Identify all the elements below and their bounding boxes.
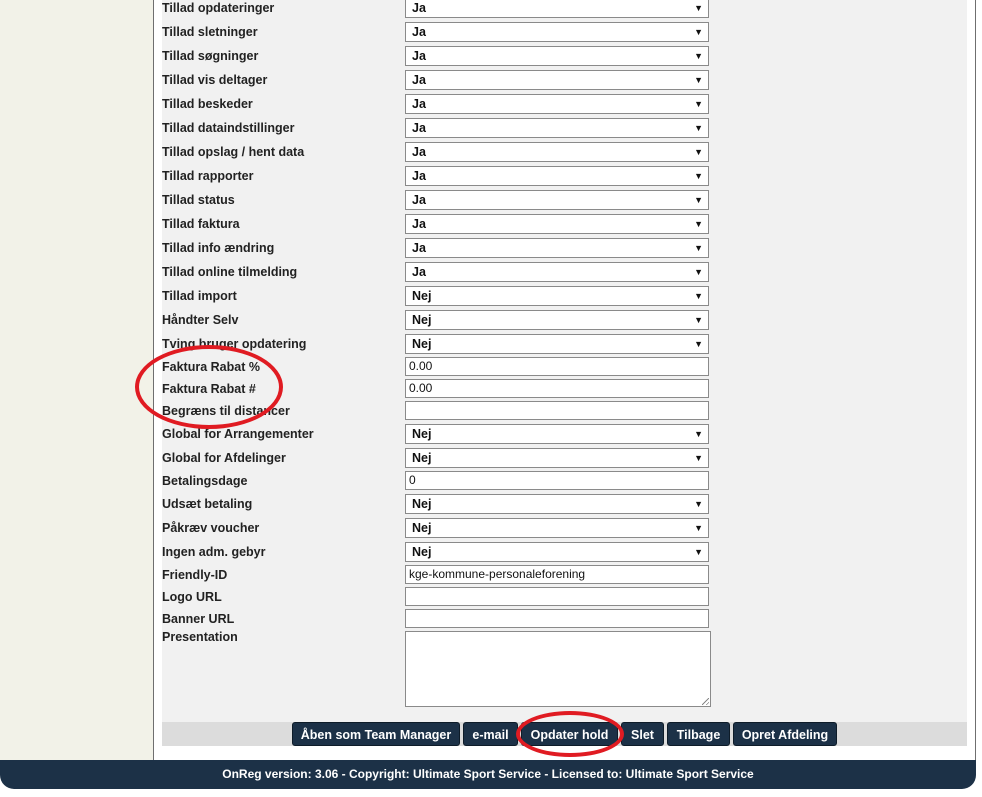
select-field[interactable] <box>405 542 709 562</box>
select-field[interactable] <box>405 310 709 330</box>
select-field[interactable] <box>405 70 709 90</box>
dropdown-arrow-icon: ▼ <box>694 99 703 109</box>
select-value: Ja <box>412 1 426 15</box>
field-label: Tillad opslag / hent data <box>162 145 305 159</box>
select-value: Ja <box>412 193 426 207</box>
text-field[interactable] <box>405 379 709 398</box>
dropdown-arrow-icon: ▼ <box>694 27 703 37</box>
field-label: Tillad status <box>162 193 235 207</box>
field-label: Tillad opdateringer <box>162 1 275 15</box>
form-row <box>162 21 722 43</box>
dropdown-arrow-icon: ▼ <box>694 51 703 61</box>
select-field[interactable] <box>405 238 709 258</box>
create-department-button[interactable]: Opret Afdeling <box>733 722 837 746</box>
delete-button[interactable]: Slet <box>621 722 664 746</box>
form-row <box>162 309 722 331</box>
annotation-circle-update <box>516 711 624 757</box>
text-value: 0 <box>409 473 416 487</box>
footer <box>0 760 976 789</box>
form-row <box>162 586 722 608</box>
dropdown-arrow-icon: ▼ <box>694 195 703 205</box>
select-field[interactable] <box>405 262 709 282</box>
field-label: Påkræv voucher <box>162 521 260 535</box>
select-value: Ja <box>412 265 426 279</box>
field-label: Presentation <box>162 630 238 644</box>
text-value: kge-kommune-personaleforening <box>409 567 586 581</box>
dropdown-arrow-icon: ▼ <box>694 147 703 157</box>
dropdown-arrow-icon: ▼ <box>694 523 703 533</box>
field-label: Global for Arrangementer <box>162 427 314 441</box>
text-field[interactable] <box>405 401 709 420</box>
select-value: Nej <box>412 545 432 559</box>
form-row <box>162 261 722 283</box>
select-field[interactable] <box>405 22 709 42</box>
text-field[interactable] <box>405 565 709 584</box>
update-team-button[interactable]: Opdater hold <box>521 722 618 746</box>
form-row <box>162 470 722 492</box>
form-row <box>162 93 722 115</box>
text-value: 0.00 <box>409 381 433 395</box>
form-row <box>162 69 722 91</box>
field-label: Tving bruger opdatering <box>162 337 307 351</box>
field-label: Tillad vis deltager <box>162 73 268 87</box>
text-field[interactable] <box>405 471 709 490</box>
select-field[interactable] <box>405 142 709 162</box>
text-field[interactable] <box>405 609 709 628</box>
select-value: Nej <box>412 451 432 465</box>
select-value: Nej <box>412 337 432 351</box>
select-value: Ja <box>412 49 426 63</box>
field-label: Udsæt betaling <box>162 497 253 511</box>
field-label: Betalingsdage <box>162 474 248 488</box>
select-value: Ja <box>412 145 426 159</box>
field-label: Faktura Rabat % <box>162 360 260 374</box>
form-row <box>162 189 722 211</box>
dropdown-arrow-icon: ▼ <box>694 219 703 229</box>
select-field[interactable] <box>405 46 709 66</box>
dropdown-arrow-icon: ▼ <box>694 171 703 181</box>
dropdown-arrow-icon: ▼ <box>694 547 703 557</box>
form-row <box>162 608 722 630</box>
field-label: Tillad faktura <box>162 217 240 231</box>
select-field[interactable] <box>405 448 709 468</box>
field-label: Tillad online tilmelding <box>162 265 298 279</box>
select-field[interactable] <box>405 118 709 138</box>
field-label: Logo URL <box>162 590 222 604</box>
dropdown-arrow-icon: ▼ <box>694 499 703 509</box>
select-value: Ja <box>412 25 426 39</box>
form-row <box>162 45 722 67</box>
select-field[interactable] <box>405 0 709 18</box>
select-value: Nej <box>412 497 432 511</box>
select-value: Ja <box>412 73 426 87</box>
form-row <box>162 564 722 586</box>
form-row <box>162 117 722 139</box>
field-label: Tillad sletninger <box>162 25 258 39</box>
select-value: Nej <box>412 521 432 535</box>
email-button[interactable]: e-mail <box>463 722 518 746</box>
dropdown-arrow-icon: ▼ <box>694 243 703 253</box>
select-value: Ja <box>412 121 426 135</box>
text-field[interactable] <box>405 587 709 606</box>
select-field[interactable] <box>405 214 709 234</box>
footer-text: OnReg version: 3.06 - Copyright: Ultimate Sport Service - Licensed to: Ultimate Sport Service <box>222 767 754 781</box>
field-label: Tillad dataindstillinger <box>162 121 295 135</box>
select-value: Ja <box>412 241 426 255</box>
select-value: Ja <box>412 97 426 111</box>
form-row <box>162 285 722 307</box>
dropdown-arrow-icon: ▼ <box>694 453 703 463</box>
left-sidebar <box>0 0 154 760</box>
open-as-team-manager-button[interactable]: Åben som Team Manager <box>292 722 460 746</box>
select-field[interactable] <box>405 424 709 444</box>
field-label: Tillad info ændring <box>162 241 275 255</box>
text-value: 0.00 <box>409 359 433 373</box>
form-row <box>162 423 722 445</box>
field-label: Tillad rapporter <box>162 169 254 183</box>
select-value: Nej <box>412 313 432 327</box>
presentation-textarea[interactable] <box>405 631 711 707</box>
form-row <box>162 213 722 235</box>
select-field[interactable] <box>405 286 709 306</box>
text-field[interactable] <box>405 357 709 376</box>
select-field[interactable] <box>405 166 709 186</box>
select-field[interactable] <box>405 190 709 210</box>
form-row <box>162 0 722 19</box>
field-label: Tillad beskeder <box>162 97 253 111</box>
field-label: Tillad søgninger <box>162 49 259 63</box>
select-field[interactable] <box>405 494 709 514</box>
form-row <box>162 493 722 515</box>
form-row <box>162 517 722 539</box>
form-row <box>162 447 722 469</box>
resize-grip-icon[interactable] <box>702 698 709 705</box>
select-field[interactable] <box>405 334 709 354</box>
dropdown-arrow-icon: ▼ <box>694 267 703 277</box>
field-label: Faktura Rabat # <box>162 382 256 396</box>
select-value: Nej <box>412 289 432 303</box>
form-row <box>162 141 722 163</box>
select-field[interactable] <box>405 518 709 538</box>
dropdown-arrow-icon: ▼ <box>694 315 703 325</box>
form-row <box>162 237 722 259</box>
field-label: Begræns til distancer <box>162 404 290 418</box>
annotation-circle-discount <box>135 345 283 429</box>
dropdown-arrow-icon: ▼ <box>694 291 703 301</box>
field-label: Håndter Selv <box>162 313 239 327</box>
field-label: Global for Afdelinger <box>162 451 286 465</box>
dropdown-arrow-icon: ▼ <box>694 429 703 439</box>
form-row <box>162 165 722 187</box>
dropdown-arrow-icon: ▼ <box>694 339 703 349</box>
select-field[interactable] <box>405 94 709 114</box>
select-value: Ja <box>412 169 426 183</box>
back-button[interactable]: Tilbage <box>667 722 730 746</box>
select-value: Nej <box>412 427 432 441</box>
form-row <box>162 541 722 563</box>
dropdown-arrow-icon: ▼ <box>694 3 703 13</box>
field-label: Tillad import <box>162 289 237 303</box>
dropdown-arrow-icon: ▼ <box>694 123 703 133</box>
field-label: Ingen adm. gebyr <box>162 545 266 559</box>
content-border <box>975 0 976 760</box>
select-value: Ja <box>412 217 426 231</box>
dropdown-arrow-icon: ▼ <box>694 75 703 85</box>
field-label: Banner URL <box>162 612 235 626</box>
field-label: Friendly-ID <box>162 568 228 582</box>
